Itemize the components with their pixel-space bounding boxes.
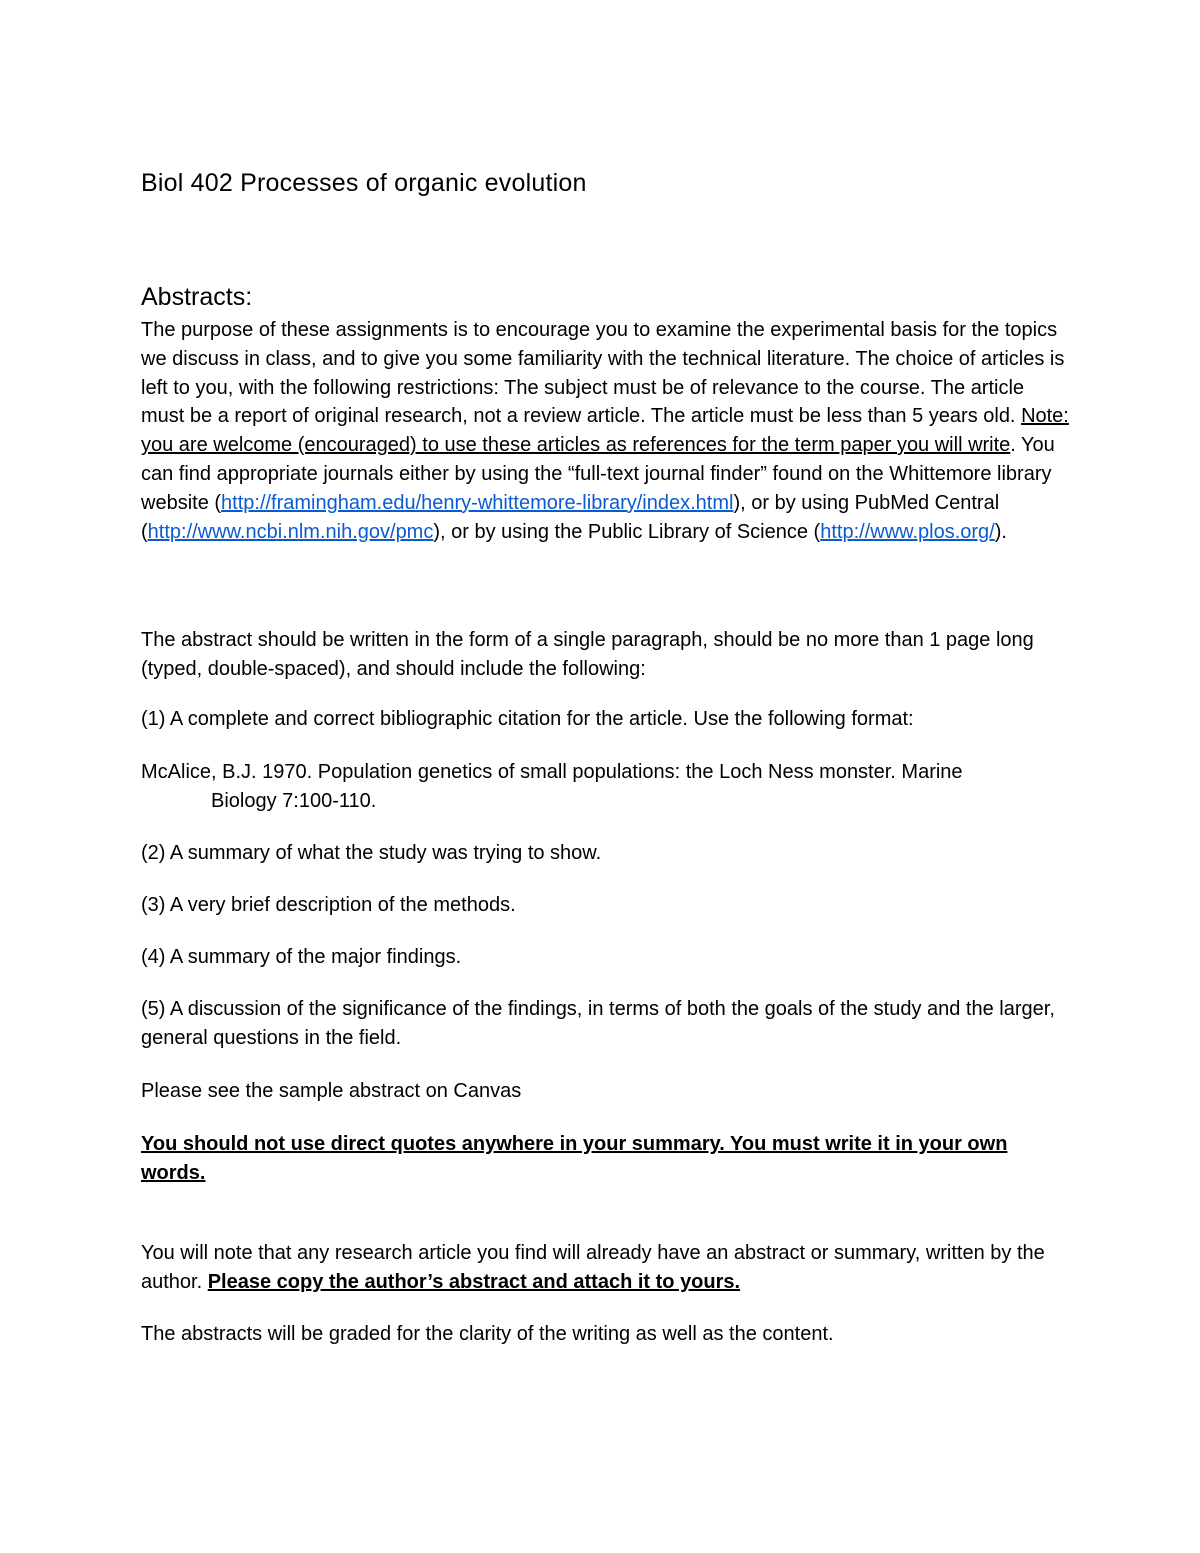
author-note-text: You will note that any research article you find will already have an abstract or summary, written by the author. [141,1242,1045,1293]
pubmed-central-link[interactable]: http://www.ncbi.nlm.nih.gov/pmc [147,520,434,543]
whittemore-library-link[interactable]: http://framingham.edu/henry-whittemore-library/index.html [221,491,734,514]
author-abstract-note [141,1239,1071,1297]
intro-paragraph [141,316,1071,546]
author-note-instruction: Please copy the author’s abstract and attach it to yours. [207,1270,741,1293]
list-item-methods: (3) A very brief description of the methods. [141,894,516,916]
citation-line-1: McAlice, B.J. 1970. Population genetics of small populations: the Loch Ness monster. Marine [141,761,963,783]
intro-text-part5: ). [994,520,1007,543]
list-item-findings: (4) A summary of the major findings. [141,946,462,968]
quotes-warning: You should not use direct quotes anywhere in your summary. You must write it in your own words. [141,1133,1008,1184]
course-title: Biol 402 Processes of organic evolution [141,169,587,197]
abstract-form-paragraph: The abstract should be written in the form of a single paragraph, should be no more than 1 page long (typed, double-spaced), and should include the following: [141,629,1034,680]
plos-link[interactable]: http://www.plos.org/ [820,520,995,543]
list-item-citation: (1) A complete and correct bibliographic citation for the article. Use the following format: [141,708,914,730]
intro-text-part1: The purpose of these assignments is to encourage you to examine the experimental basis for the topics we discuss in class, and to give you some familiarity with the technical literature. The choice of articles is left to you, with the following restrictions: The subject must be of relevance to the course. The article must be a report of original research, not a review article. The article must be less than 5 years old. [141,319,1065,428]
example-citation [141,758,1071,816]
canvas-note: Please see the sample abstract on Canvas [141,1080,522,1102]
grading-note: The abstracts will be graded for the clarity of the writing as well as the content. [141,1323,834,1345]
list-item-discussion: (5) A discussion of the significance of the findings, in terms of both the goals of the study and the larger, general questions in the field. [141,998,1055,1049]
list-item-summary: (2) A summary of what the study was trying to show. [141,842,602,864]
intro-text-part2: . You can find appropriate journals either by using the “full-text journal finder” found on the Whittemore library website ( [141,434,1055,514]
section-heading-abstracts: Abstracts: [141,283,253,311]
intro-note-underlined: Note: you are welcome (encouraged) to use these articles as references for the term paper you will write [141,405,1069,457]
citation-line-2: Biology 7:100-110. [211,789,377,812]
intro-text-part4: ), or by using the Public Library of Science ( [433,520,821,543]
intro-text-part3: ), or by using PubMed Central ( [141,491,1000,543]
